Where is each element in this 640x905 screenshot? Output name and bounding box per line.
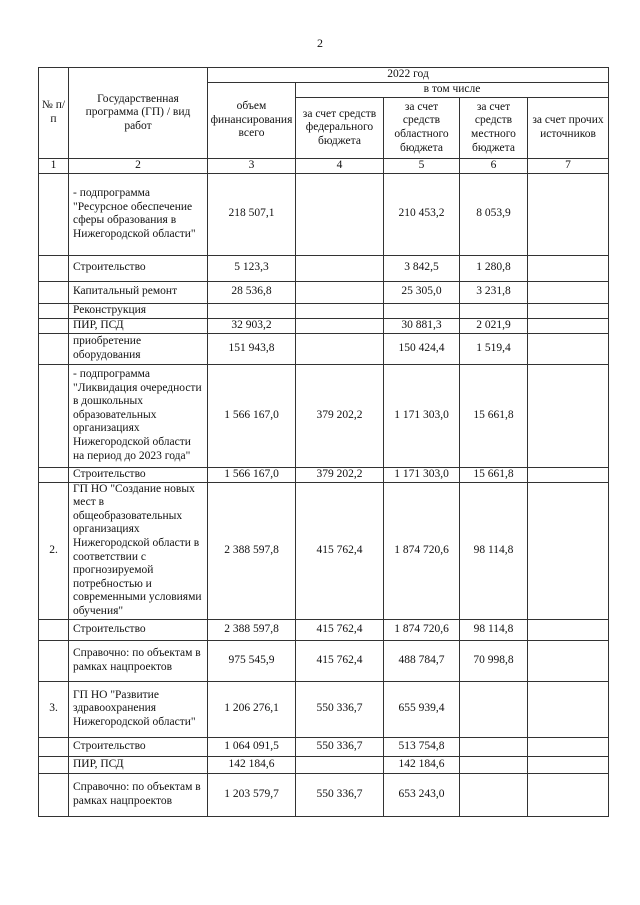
row-local-value: 70 998,8 (460, 640, 528, 681)
row-other-value (528, 773, 609, 816)
col-number: 2 (69, 159, 208, 174)
table-row (39, 318, 609, 333)
row-total-value: 975 545,9 (208, 640, 296, 681)
row-local-value: 1 280,8 (460, 255, 528, 281)
row-federal-value (296, 756, 384, 773)
row-federal-value: 379 202,2 (296, 364, 384, 467)
row-number (39, 737, 69, 756)
row-program-name: - подпрограмма "Ликвидация очередности в дошкольных образовательных организациях Нижегородской области на период до 2023 года" (69, 364, 208, 467)
page-number: 2 (317, 36, 323, 50)
row-program-name: ГП НО "Создание новых мест в общеобразовательных организациях Нижегородской области в соответствии с прогнозируемой потребностью и современными условиями обучения" (69, 482, 208, 619)
row-program-name: Строительство (69, 467, 208, 482)
table-row (39, 773, 609, 816)
financing-table (38, 67, 609, 817)
row-regional-value: 25 305,0 (384, 281, 460, 303)
row-federal-value (296, 281, 384, 303)
row-program-name: - подпрограмма "Ресурсное обеспечение сферы образования в Нижегородской области" (69, 173, 208, 255)
row-regional-value: 1 874 720,6 (384, 619, 460, 640)
row-regional-value: 210 453,2 (384, 173, 460, 255)
row-other-value (528, 255, 609, 281)
row-regional-value: 1 874 720,6 (384, 482, 460, 619)
row-program-name: Справочно: по объектам в рамках нацпроектов (69, 773, 208, 816)
row-number (39, 318, 69, 333)
row-total-value: 1 064 091,5 (208, 737, 296, 756)
row-total-value: 142 184,6 (208, 756, 296, 773)
row-number (39, 173, 69, 255)
row-regional-value: 653 243,0 (384, 773, 460, 816)
table-row (39, 756, 609, 773)
row-regional-value: 513 754,8 (384, 737, 460, 756)
table-row (39, 482, 609, 619)
row-local-value (460, 737, 528, 756)
row-local-value: 15 661,8 (460, 467, 528, 482)
table-row (39, 173, 609, 255)
row-number (39, 756, 69, 773)
table-row (39, 467, 609, 482)
row-program-name: ПИР, ПСД (69, 318, 208, 333)
row-program-name: приобретение оборудования (69, 333, 208, 364)
row-other-value (528, 173, 609, 255)
column-numbers-row (39, 159, 609, 174)
row-local-value: 2 021,9 (460, 318, 528, 333)
row-local-value: 8 053,9 (460, 173, 528, 255)
row-other-value (528, 303, 609, 318)
row-number (39, 281, 69, 303)
row-program-name: Справочно: по объектам в рамках нацпроектов (69, 640, 208, 681)
row-regional-value (384, 303, 460, 318)
row-other-value (528, 737, 609, 756)
row-local-value (460, 756, 528, 773)
row-other-value (528, 281, 609, 303)
table-row (39, 681, 609, 737)
row-other-value (528, 681, 609, 737)
row-total-value: 1 566 167,0 (208, 467, 296, 482)
row-regional-value: 3 842,5 (384, 255, 460, 281)
row-other-value (528, 640, 609, 681)
table-row (39, 281, 609, 303)
row-number (39, 255, 69, 281)
row-regional-value: 1 171 303,0 (384, 467, 460, 482)
row-local-value (460, 773, 528, 816)
row-total-value: 218 507,1 (208, 173, 296, 255)
row-total-value: 2 388 597,8 (208, 482, 296, 619)
row-regional-value: 655 939,4 (384, 681, 460, 737)
row-total-value: 28 536,8 (208, 281, 296, 303)
row-total-value (208, 303, 296, 318)
header-federal: за счет средств федерального бюджета (296, 98, 384, 159)
row-number (39, 773, 69, 816)
header-num: № п/п (39, 68, 69, 159)
row-number (39, 640, 69, 681)
row-other-value (528, 467, 609, 482)
row-local-value: 1 519,4 (460, 333, 528, 364)
row-federal-value: 379 202,2 (296, 467, 384, 482)
row-number (39, 303, 69, 318)
header-year: 2022 год (208, 68, 609, 83)
row-number: 2. (39, 482, 69, 619)
row-local-value: 98 114,8 (460, 619, 528, 640)
row-program-name: ПИР, ПСД (69, 756, 208, 773)
table-row (39, 640, 609, 681)
row-federal-value: 415 762,4 (296, 640, 384, 681)
col-number: 5 (384, 159, 460, 174)
row-other-value (528, 482, 609, 619)
table-row (39, 255, 609, 281)
row-program-name: Капитальный ремонт (69, 281, 208, 303)
row-other-value (528, 333, 609, 364)
row-federal-value: 550 336,7 (296, 737, 384, 756)
row-local-value (460, 303, 528, 318)
row-local-value: 15 661,8 (460, 364, 528, 467)
row-total-value: 1 206 276,1 (208, 681, 296, 737)
row-other-value (528, 364, 609, 467)
row-total-value: 1 566 167,0 (208, 364, 296, 467)
row-program-name: Строительство (69, 619, 208, 640)
row-federal-value: 550 336,7 (296, 773, 384, 816)
header-other: за счет прочих источников (528, 98, 609, 159)
table-row (39, 303, 609, 318)
row-local-value: 98 114,8 (460, 482, 528, 619)
row-federal-value (296, 333, 384, 364)
row-regional-value: 1 171 303,0 (384, 364, 460, 467)
row-federal-value (296, 173, 384, 255)
row-total-value: 5 123,3 (208, 255, 296, 281)
header-regional: за счет средств областного бюджета (384, 98, 460, 159)
table-row (39, 333, 609, 364)
table-row (39, 364, 609, 467)
row-number (39, 467, 69, 482)
header-in-that-number: в том числе (296, 83, 609, 98)
row-number: 3. (39, 681, 69, 737)
col-number: 7 (528, 159, 609, 174)
row-local-value (460, 681, 528, 737)
row-other-value (528, 318, 609, 333)
row-total-value: 1 203 579,7 (208, 773, 296, 816)
row-program-name: ГП НО "Развитие здравоохранения Нижегородской области" (69, 681, 208, 737)
table-row (39, 619, 609, 640)
header-total: объем финансирования всего (208, 83, 296, 159)
row-federal-value: 415 762,4 (296, 619, 384, 640)
row-program-name: Строительство (69, 737, 208, 756)
row-federal-value (296, 303, 384, 318)
row-other-value (528, 619, 609, 640)
header-local: за счет средств местного бюджета (460, 98, 528, 159)
row-number (39, 619, 69, 640)
row-federal-value: 550 336,7 (296, 681, 384, 737)
col-number: 3 (208, 159, 296, 174)
row-number (39, 333, 69, 364)
row-federal-value: 415 762,4 (296, 482, 384, 619)
row-program-name: Строительство (69, 255, 208, 281)
row-regional-value: 142 184,6 (384, 756, 460, 773)
col-number: 6 (460, 159, 528, 174)
row-other-value (528, 756, 609, 773)
row-federal-value (296, 318, 384, 333)
row-total-value: 2 388 597,8 (208, 619, 296, 640)
table-row (39, 737, 609, 756)
row-federal-value (296, 255, 384, 281)
row-total-value: 32 903,2 (208, 318, 296, 333)
row-regional-value: 150 424,4 (384, 333, 460, 364)
row-number (39, 364, 69, 467)
col-number: 4 (296, 159, 384, 174)
header-program: Государственная программа (ГП) / вид работ (69, 68, 208, 159)
col-number: 1 (39, 159, 69, 174)
row-regional-value: 30 881,3 (384, 318, 460, 333)
row-program-name: Реконструкция (69, 303, 208, 318)
row-total-value: 151 943,8 (208, 333, 296, 364)
row-regional-value: 488 784,7 (384, 640, 460, 681)
row-local-value: 3 231,8 (460, 281, 528, 303)
